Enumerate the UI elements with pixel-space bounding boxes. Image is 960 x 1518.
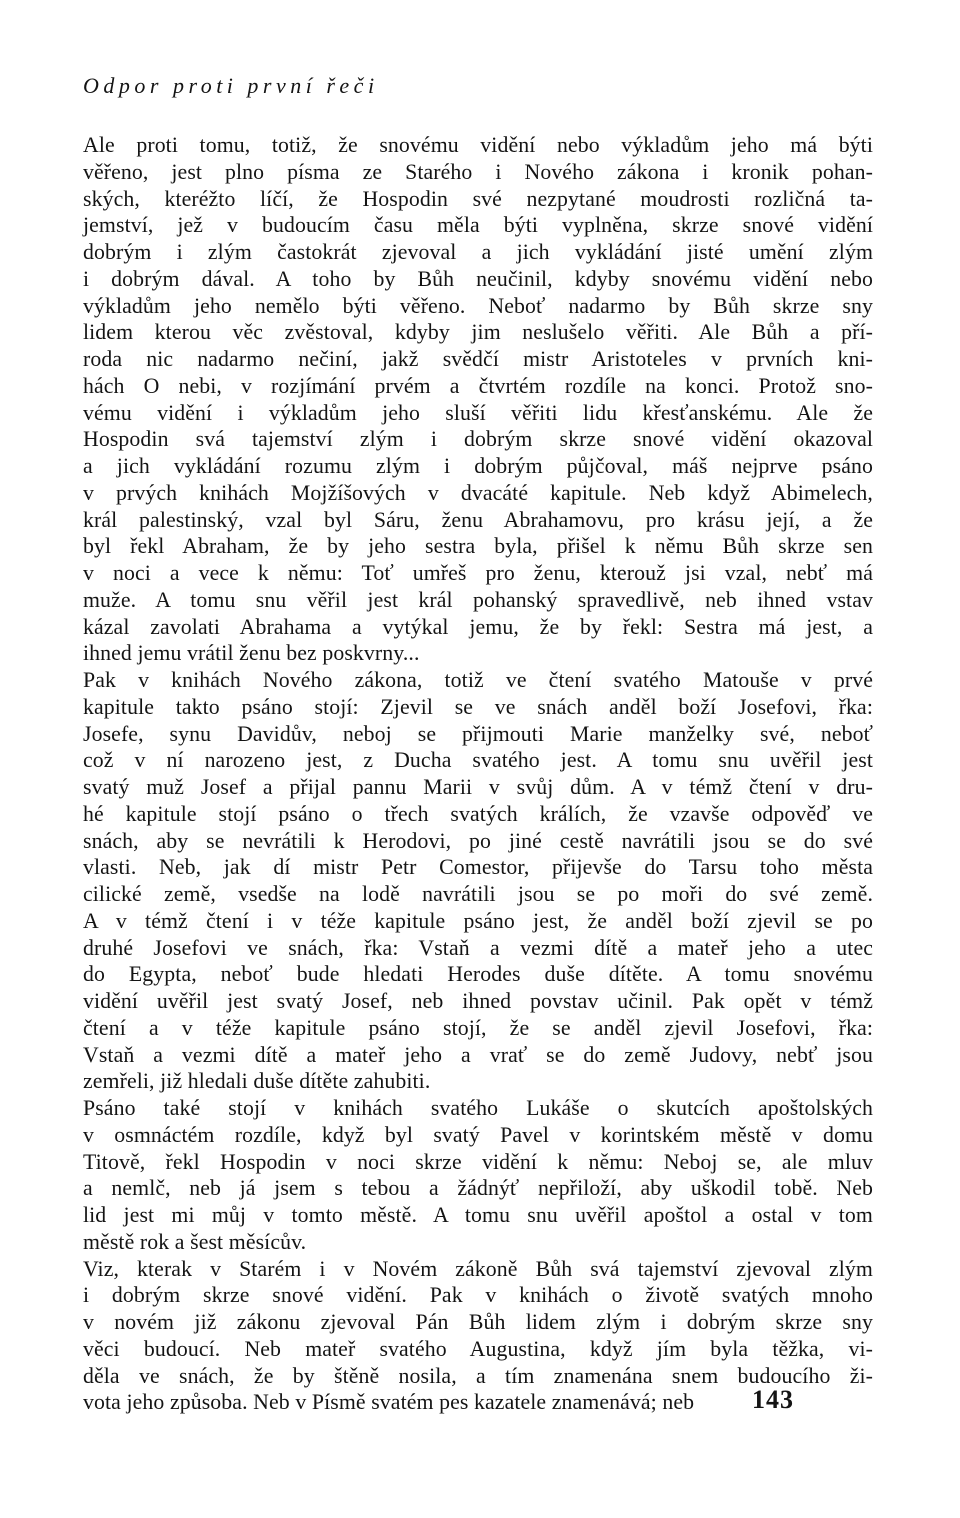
text-line: Vstaň a vezmi dítě a mateř jeho a vrať se do země Judovy, nebť jsou <box>83 1042 873 1067</box>
text-line: výkladům jeho nemělo býti věřeno. Neboť nadarmo by Bůh skrze sny <box>83 293 873 318</box>
text-line: v osmnáctém rozdíle, když byl svatý Pavel v korintském městě v domu <box>83 1122 873 1147</box>
text-line: i dobrým skrze snové vidění. Pak v knihách o životě svatých mnoho <box>83 1283 873 1308</box>
text-line: Pak v knihách Nového zákona, totiž ve čtení svatého Matouše v prvé <box>83 668 873 692</box>
text-line: vota jeho způsoba. Neb v Písmě svatém pes kazatele znamenává; neb <box>83 1390 695 1415</box>
text-line: děla ve snách, že by štěně nosila, a tím znamenána snem budoucího ži- <box>83 1363 873 1388</box>
text-line: hách O nebi, v rozjímání prvém a čtvrtém rozdíle na konci. Protož sno- <box>83 373 873 398</box>
text-line: městě rok a šest měsícův. <box>83 1229 307 1254</box>
chapter-heading: Odpor proti první řeči <box>83 73 379 98</box>
text-line: snách, aby se nevrátili k Herodovi, po jiné cestě navrátili jsou se do své <box>83 828 873 853</box>
text-line: v prvých knihách Mojžíšových v dvacáté kapitule. Neb když Abimelech, <box>83 480 873 505</box>
text-line: a nemlč, neb já jsem s tebou a žádnýť nepřiloží, aby uškodil tobě. Neb <box>83 1176 873 1201</box>
text-line: kázal zavolati Abrahama a vytýkal jemu, že by řekl: Sestra má jest, a <box>83 614 873 639</box>
text-line: cilické země, vsedše na lodě navrátili jsou se po moři do své země. <box>83 882 873 906</box>
text-line: a jich vykládání rozumu zlým i dobrým půjčoval, máš nejprve psáno <box>83 454 873 478</box>
page-number: 143 <box>752 1385 794 1414</box>
text-line: Viz, kterak v Starém i v Novém zákoně Bůh svá tajemství zjevoval zlým <box>83 1256 873 1281</box>
text-line: vidění uvěřil jest svatý Josef, neb ihned povstav učinil. Pak opět v témž <box>83 989 873 1013</box>
text-line: roda nic nadarmo nečiní, jakž svědčí mistr Aristoteles v prvních kni- <box>83 347 873 371</box>
text-line: byl řekl Abraham, že by jeho sestra byla, přišel k němu Bůh skrze sen <box>83 534 873 559</box>
text-line: A v témž čtení i v téže kapitule psáno jest, že anděl boží zjevil se po <box>83 908 873 933</box>
text-line: svatý muž Josef a přijal pannu Marii v svůj dům. A v témž čtení v dru- <box>83 775 873 799</box>
text-line: Hospodin svá tajemství zlým i dobrým skrze snové vidění okazoval <box>83 427 873 452</box>
page-body <box>83 70 873 1416</box>
text-line: ských, kteréžto líčí, že Hospodin své nezpytané moudrosti rozličná ta- <box>83 186 873 211</box>
text-body <box>83 132 873 1416</box>
text-line: kapitule takto psáno stojí: Zjevil se ve snách anděl boží Josefovi, řka: <box>83 694 873 719</box>
text-line: Psáno také stojí v knihách svatého Lukáše o skutcích apoštolských <box>83 1096 873 1120</box>
text-line: Josefe, synu Davidův, neboj se přijmouti Marie manželky své, neboť <box>83 721 873 746</box>
paragraph <box>83 132 873 667</box>
paragraph <box>83 667 873 1095</box>
text-line: zemřeli, již hledali duše dítěte zahubiti. <box>83 1069 431 1094</box>
text-line: v novém již zákonu zjevoval Pán Bůh lidem zlým i dobrým skrze sny <box>83 1310 873 1334</box>
paragraph <box>83 1095 873 1256</box>
text-line: v noci a vece k němu: Toť umřeš pro ženu, kterouž jsi vzal, nebť má <box>83 561 873 585</box>
text-line: věřeno, jest plno písma ze Starého i Nového zákona i kronik pohan- <box>83 159 873 184</box>
text-line: jemství, jež v budoucím času měla býti vyplněna, skrze snové vidění <box>83 213 873 238</box>
text-line: i dobrým dával. A toho by Bůh neučinil, kdyby snovému vidění nebo <box>83 266 873 291</box>
text-line: dobrým i zlým častokrát zjevoval a jich vykládání jisté umění zlým <box>83 240 873 264</box>
text-line: věci budoucí. Neb mateř svatého Augustina, když jím byla těžka, vi- <box>83 1336 873 1361</box>
text-line: čtení a v téže kapitule psáno stojí, že se anděl zjevil Josefovi, řka: <box>83 1015 873 1040</box>
text-line: lid jest mi můj v tomto městě. A tomu snu uvěřil apoštol a ostal v tom <box>83 1203 873 1227</box>
text-line: druhé Josefovi ve snách, řka: Vstaň a vezmi dítě a mateř jeho a utec <box>83 935 873 960</box>
text-line: král palestinský, vzal byl Sáru, ženu Abrahamovu, pro krásu její, a že <box>83 507 873 532</box>
text-line: což v ní narozeno jest, z Ducha svatého jest. A tomu snu uvěřil jest <box>83 748 873 773</box>
text-line: vlasti. Neb, jak dí mistr Petr Comestor, přijevše do Tarsu toho města <box>83 855 873 880</box>
text-line: ihned jemu vrátil ženu bez poskvrny... <box>83 641 420 666</box>
text-line: Ale proti tomu, totiž, že snovému vidění nebo výkladům jeho má býti <box>83 133 873 157</box>
text-line: Titově, řekl Hospodin v noci skrze vidění k němu: Neboj se, ale mluv <box>83 1149 873 1174</box>
text-line: lidem kterou věc zvěstoval, kdyby jim neslušelo věřiti. Ale Bůh a pří- <box>83 320 873 345</box>
text-line: muže. A tomu snu věřil jest král pohanský spravedlivě, neb ihned vstav <box>83 587 873 612</box>
text-line: vému vidění i výkladům jeho sluší věřiti lidu křesťanskému. Ale že <box>83 400 873 425</box>
text-line: do Egypta, neboť bude hledati Herodes duše dítěte. A tomu snovému <box>83 962 873 987</box>
text-line: hé kapitule stojí psáno o třech svatých králích, že vzavše odpověď ve <box>83 801 873 826</box>
